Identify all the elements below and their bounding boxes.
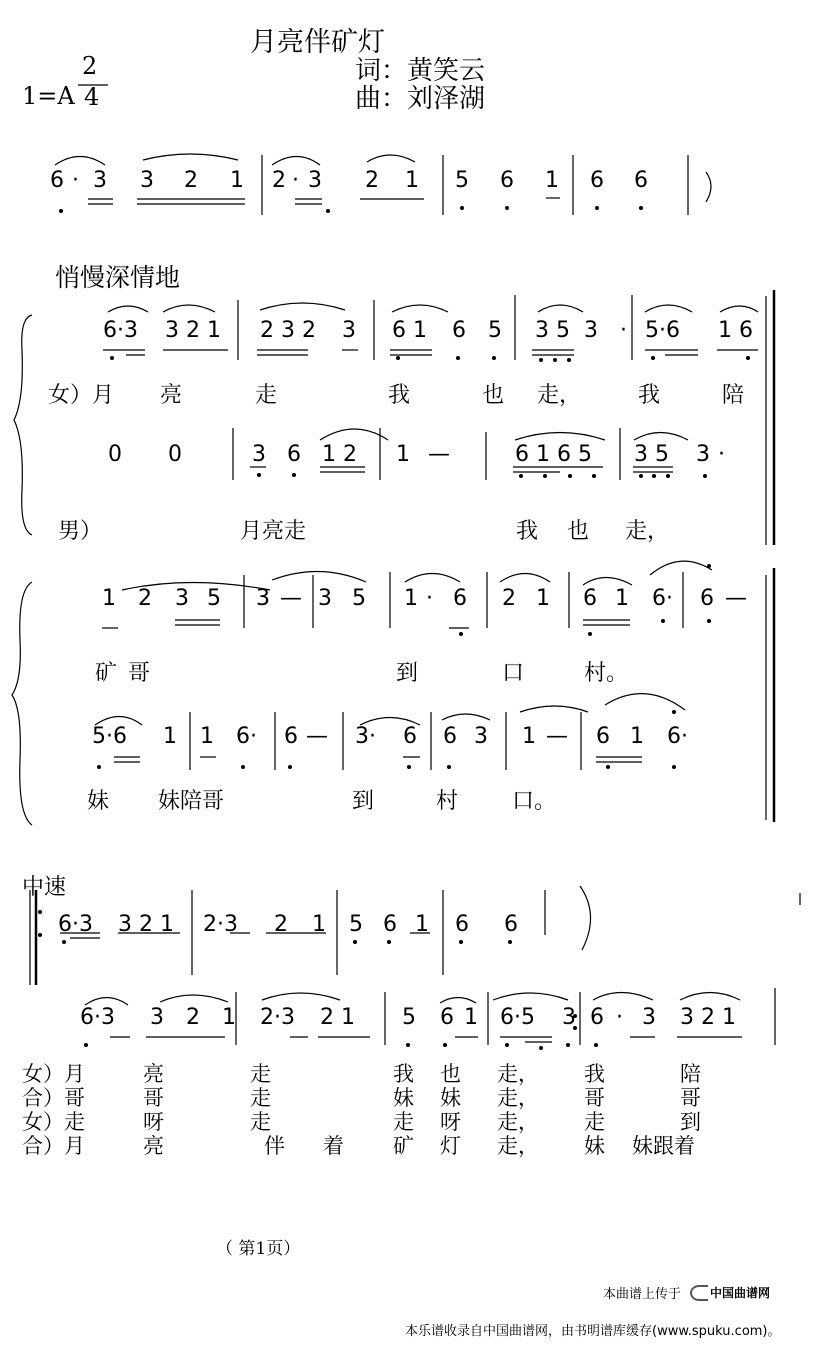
- note: 1: [163, 724, 177, 749]
- note: 6: [287, 442, 301, 467]
- lyric: 呀: [440, 1110, 461, 1134]
- note: 3: [562, 1005, 576, 1030]
- lyric: 妹陪哥: [158, 789, 225, 814]
- note: 6: [700, 586, 714, 611]
- note: ·: [426, 586, 433, 611]
- note: 6·: [652, 586, 673, 611]
- note: 1: [102, 586, 116, 611]
- lyric: 矿: [95, 661, 118, 686]
- note: 6·: [236, 724, 257, 749]
- lyric: 合）月: [22, 1134, 85, 1158]
- note: 1: [545, 168, 559, 193]
- lyric: 走: [250, 1086, 271, 1110]
- note: 5: [349, 912, 363, 937]
- note: 1: [630, 724, 644, 749]
- note: 6·: [667, 724, 688, 749]
- lyric: 走，: [497, 1086, 539, 1110]
- note: 3: [342, 318, 356, 343]
- note: 3 2 1: [680, 1005, 736, 1030]
- note: 6·3: [80, 1005, 115, 1030]
- note: ·: [718, 442, 725, 467]
- tempo-mark: 悄慢深情地: [55, 263, 181, 292]
- note: 3: [584, 318, 598, 343]
- lyric: 走，: [497, 1062, 539, 1086]
- note: 2: [186, 1005, 200, 1030]
- note: 1: [464, 1005, 478, 1030]
- note: 6: [590, 168, 604, 193]
- note: 6·3: [103, 318, 138, 343]
- note: 2 1: [320, 1005, 355, 1030]
- note: 3: [642, 1005, 656, 1030]
- note: 1: [230, 168, 244, 193]
- lyric: 我: [584, 1062, 605, 1086]
- note: —: [725, 586, 747, 611]
- logo-icon: [690, 1285, 708, 1301]
- note: 1: [396, 442, 410, 467]
- note: 3·: [355, 724, 376, 749]
- lyric: 妹跟着: [632, 1134, 695, 1158]
- note: 2·3: [260, 1005, 295, 1030]
- note: 5: [402, 1005, 416, 1030]
- note: 1: [415, 912, 429, 937]
- note: 3 2 1: [118, 912, 174, 937]
- note: —: [280, 586, 302, 611]
- lyric: 陪: [722, 383, 745, 408]
- lyric: 也: [567, 519, 590, 544]
- note: 5: [352, 586, 366, 611]
- note: 1 6: [718, 318, 753, 343]
- lyric: 口。: [512, 789, 557, 814]
- note: 3: [140, 168, 154, 193]
- lyric: 亮: [143, 1134, 164, 1158]
- lyric: 也: [440, 1062, 461, 1086]
- note: 0: [168, 442, 182, 467]
- lyric: 也: [482, 383, 505, 408]
- note: 3: [175, 586, 189, 611]
- note: 1: [312, 912, 326, 937]
- note: 1: [405, 168, 419, 193]
- note: 6: [403, 724, 417, 749]
- lyric: 走: [250, 1062, 271, 1086]
- brand-name: 中国曲谱网: [710, 1286, 771, 1300]
- note: —: [546, 724, 568, 749]
- note: 6: [504, 912, 518, 937]
- note: ·: [620, 318, 627, 343]
- note: 0: [108, 442, 122, 467]
- upload-note: 本曲谱上传于: [603, 1287, 682, 1302]
- note: 3: [696, 442, 710, 467]
- lyric: 妹: [584, 1134, 605, 1158]
- lyric: 哥: [584, 1086, 605, 1110]
- lyric: 走: [250, 1110, 271, 1134]
- note: 2: [365, 168, 379, 193]
- lyric: 妹: [440, 1086, 461, 1110]
- note: 6: [596, 724, 610, 749]
- lyric: 妹: [393, 1086, 414, 1110]
- note: ·: [616, 1005, 623, 1030]
- lyric: 到: [352, 789, 375, 814]
- note: 1 2: [322, 442, 357, 467]
- lyricist-credit: 词：黄笑云: [355, 56, 486, 86]
- lyric: 走，: [537, 383, 582, 408]
- note: 1: [615, 586, 629, 611]
- note: —: [428, 442, 450, 467]
- note: 2: [138, 586, 152, 611]
- lyric: 女）月: [22, 1062, 85, 1086]
- lyric: 女）月: [48, 383, 115, 408]
- note: 6: [50, 168, 64, 193]
- lyric: 矿: [393, 1134, 414, 1158]
- lyric: 男）: [58, 519, 103, 544]
- source-note: 本乐谱收录自中国曲谱网，由书明谱库缓存(www.spuku.com)。: [405, 1324, 781, 1339]
- note: 5: [455, 168, 469, 193]
- note: 6: [452, 318, 466, 343]
- key-signature: 1=A: [22, 82, 75, 110]
- note: 2: [272, 168, 286, 193]
- note: 3: [93, 168, 107, 193]
- lyric: 亮: [143, 1062, 164, 1086]
- lyric: 我: [638, 383, 661, 408]
- lyric: 亮: [160, 383, 183, 408]
- composer-credit: 曲：刘泽湖: [355, 84, 486, 114]
- note: 1: [200, 724, 214, 749]
- note: 3: [318, 586, 332, 611]
- lyric: 陪: [680, 1062, 701, 1086]
- lyric: 走，: [497, 1110, 539, 1134]
- note: 3 5: [634, 442, 669, 467]
- note: 1: [404, 586, 418, 611]
- note: 6 1 6 5: [515, 442, 592, 467]
- note: 2: [184, 168, 198, 193]
- note: —: [306, 724, 328, 749]
- lyric: 哥: [128, 661, 151, 686]
- lyric: 呀: [143, 1110, 164, 1134]
- lyric: 哥: [143, 1086, 164, 1110]
- note: 2: [274, 912, 288, 937]
- lyric: 哥: [680, 1086, 701, 1110]
- note: 3: [308, 168, 322, 193]
- note: ·: [72, 168, 79, 193]
- note: 6: [455, 912, 469, 937]
- note: 6: [440, 1005, 454, 1030]
- note: 6: [383, 912, 397, 937]
- lyric: 走: [584, 1110, 605, 1134]
- note: 5: [488, 318, 502, 343]
- lyric: 着: [323, 1134, 344, 1158]
- note: 2 3 2: [260, 318, 316, 343]
- lyric: 走，: [625, 519, 670, 544]
- song-title: 月亮伴矿灯: [250, 27, 385, 58]
- page-number: （ 第1页）: [216, 1239, 301, 1259]
- note: 5: [207, 586, 221, 611]
- note: 6: [500, 168, 514, 193]
- lyric: 我: [516, 519, 539, 544]
- lyric: 伴: [264, 1134, 285, 1158]
- note: 6: [583, 586, 597, 611]
- note: 6: [634, 168, 648, 193]
- lyric: 妹: [87, 789, 110, 814]
- time-signature-top: 2: [82, 52, 98, 80]
- note: 6: [284, 724, 298, 749]
- note: 1: [522, 724, 536, 749]
- note: 1: [536, 586, 550, 611]
- note: 6: [590, 1005, 604, 1030]
- lyric: 我: [393, 1062, 414, 1086]
- note: 6: [453, 586, 467, 611]
- note: 6·5: [500, 1005, 535, 1030]
- lyric: 走: [393, 1110, 414, 1134]
- tempo-mark: 中速: [22, 875, 67, 900]
- note: 5·6: [645, 318, 680, 343]
- note: 3: [252, 442, 266, 467]
- note: 6 1: [392, 318, 427, 343]
- note: 5·6: [92, 724, 127, 749]
- lyric: 灯: [440, 1134, 461, 1158]
- note: 3: [474, 724, 488, 749]
- note: ·: [292, 168, 299, 193]
- note: 3 5: [535, 318, 570, 343]
- lyric: 月亮走: [240, 519, 307, 544]
- note: 6: [443, 724, 457, 749]
- note: 3: [256, 586, 270, 611]
- note: 2: [502, 586, 516, 611]
- note: 6·3: [58, 912, 93, 937]
- lyric: 村。: [584, 661, 629, 686]
- lyric: 我: [388, 383, 411, 408]
- note: 2·3: [203, 912, 238, 937]
- lyric: 合）哥: [22, 1086, 85, 1110]
- lyric: 村: [436, 789, 459, 814]
- time-signature-bottom: 4: [84, 83, 100, 111]
- note: 1: [222, 1005, 236, 1030]
- brand-logo: [690, 1282, 770, 1301]
- lyric: 到: [396, 661, 419, 686]
- lyric: 走，: [497, 1134, 539, 1158]
- lyric: 走: [255, 383, 278, 408]
- lyric: 女）走: [22, 1110, 85, 1134]
- lyric: 到: [680, 1110, 701, 1134]
- note: 3: [150, 1005, 164, 1030]
- lyric: 口: [502, 661, 525, 686]
- note: 3 2 1: [165, 318, 221, 343]
